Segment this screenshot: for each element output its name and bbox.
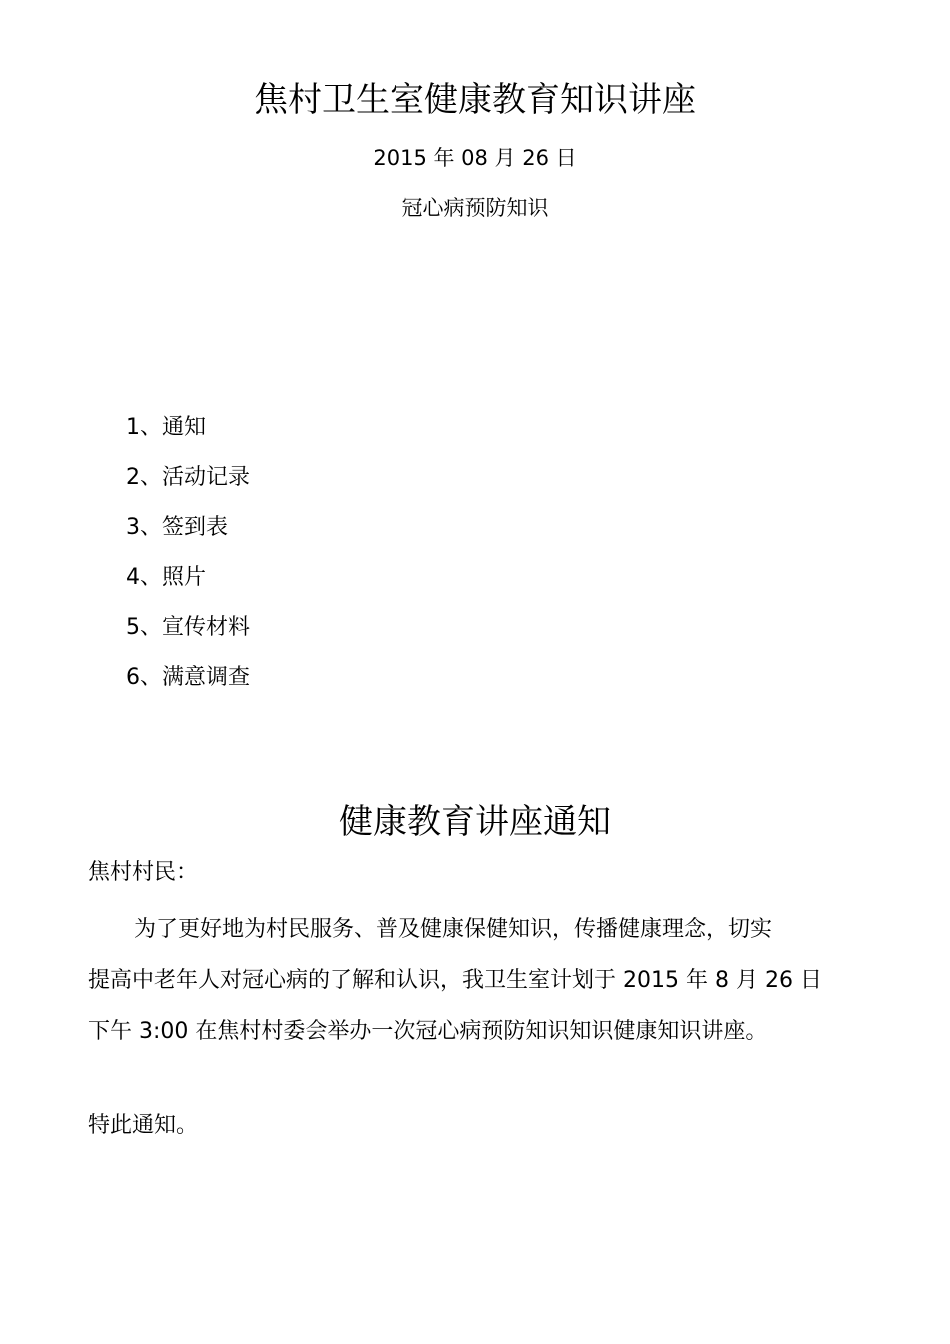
document-title: 焦村卫生室健康教育知识讲座 — [254, 80, 696, 120]
contents-list — [126, 410, 250, 710]
contents-item-survey: 6、满意调查 — [126, 665, 250, 690]
notice-body-line: 提高中老年人对冠心病的了解和认识，我卫生室计划于 2015 年 8 月 26 日 — [88, 968, 822, 993]
notice-body — [88, 904, 864, 1057]
notice-title: 健康教育讲座通知 — [339, 802, 611, 842]
contents-item-photos: 4、照片 — [126, 565, 206, 590]
contents-item-materials: 5、宣传材料 — [126, 615, 250, 640]
contents-item-sign-in-sheet: 3、签到表 — [126, 515, 228, 540]
notice-salutation: 焦村村民： — [88, 860, 199, 885]
lecture-topic: 冠心病预防知识 — [401, 196, 549, 220]
contents-item-notice: 1、通知 — [126, 415, 206, 440]
lecture-date: 2015 年 08 月 26 日 — [373, 146, 577, 170]
notice-closing: 特此通知。 — [88, 1113, 199, 1138]
contents-item-activity-record: 2、活动记录 — [126, 465, 250, 490]
notice-body-line: 为了更好地为村民服务、普及健康保健知识，传播健康理念，切实 — [134, 917, 773, 942]
notice-body-line: 下午 3:00 在焦村村委会举办一次冠心病预防知识知识健康知识讲座。 — [88, 1019, 768, 1044]
